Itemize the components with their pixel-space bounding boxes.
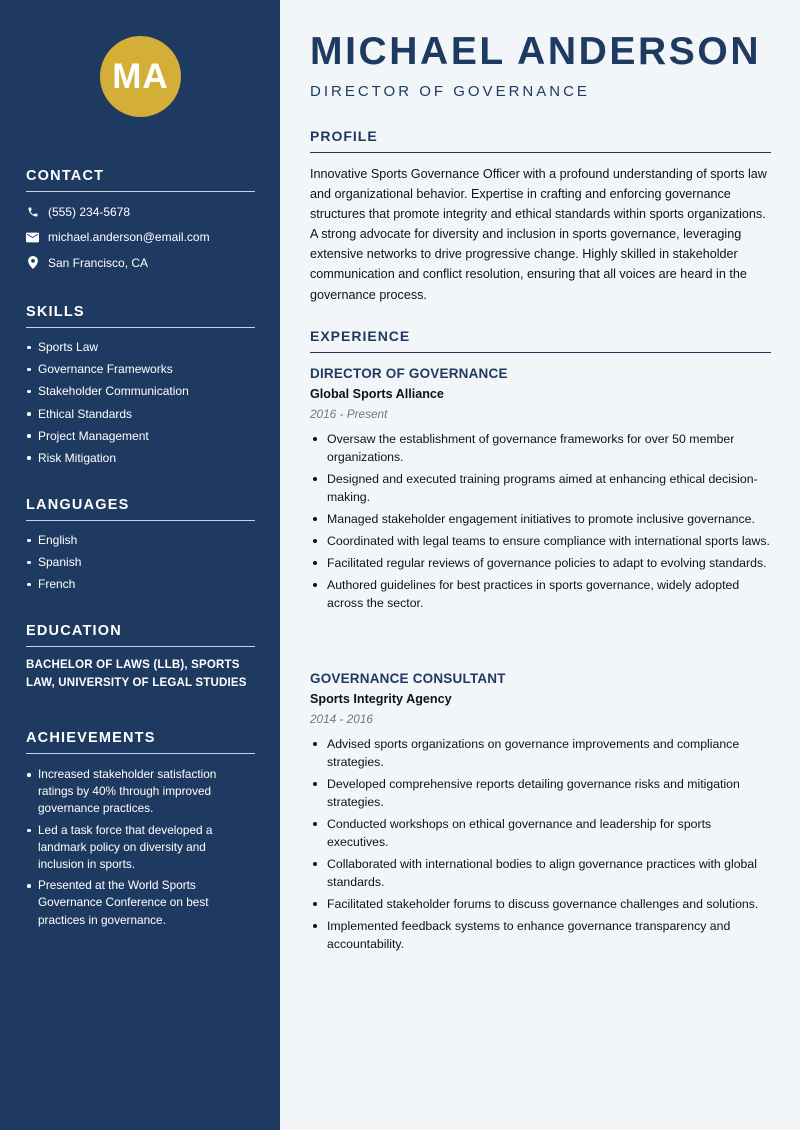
job-bullet: Managed stakeholder engagement initiatives to promote inclusive governance. — [310, 510, 771, 528]
skill-item: Governance Frameworks — [26, 358, 255, 380]
skill-item: Ethical Standards — [26, 403, 255, 425]
language-item: Spanish — [26, 551, 255, 573]
phone-icon — [26, 205, 39, 218]
contact-email[interactable] — [26, 225, 255, 251]
job-bullet: Oversaw the establishment of governance frameworks for over 50 member organizations. — [310, 430, 771, 466]
location-pin-icon — [26, 256, 39, 269]
candidate-name: MICHAEL ANDERSON — [310, 30, 762, 73]
job-bullet: Coordinated with legal teams to ensure compliance with international sports laws. — [310, 532, 771, 550]
language-item: English — [26, 529, 255, 551]
job-company: Global Sports Alliance — [310, 387, 444, 401]
job-bullet: Advised sports organizations on governance improvements and compliance strategies. — [310, 735, 771, 771]
job-bullet: Authored guidelines for best practices in sports governance, widely adopted across the sector. — [310, 576, 771, 612]
languages-list — [26, 529, 255, 596]
achievements-heading: ACHIEVEMENTS — [26, 730, 255, 754]
education-section — [26, 623, 255, 692]
job-company: Sports Integrity Agency — [310, 692, 452, 706]
job-entry — [310, 671, 771, 957]
achievements-list — [26, 766, 255, 929]
candidate-title: DIRECTOR OF GOVERNANCE — [310, 83, 590, 100]
education-heading: EDUCATION — [26, 623, 255, 647]
skill-item: Stakeholder Communication — [26, 380, 255, 402]
job-bullet: Designed and executed training programs aimed at enhancing ethical decision-making. — [310, 470, 771, 506]
languages-heading: LANGUAGES — [26, 497, 255, 521]
contact-heading: CONTACT — [26, 168, 255, 192]
skill-item: Sports Law — [26, 336, 255, 358]
contact-section — [26, 168, 255, 276]
job-dates: 2016 - Present — [310, 407, 388, 421]
skills-section — [26, 304, 255, 469]
profile-summary: Innovative Sports Governance Officer with a profound understanding of sports law and organizational behavior. Expertise in crafting and enforcing governance structures that promote integrity and ethical standards within sports organizations. A strong advocate for diversity and inclusion in sports governance, leveraging extensive networks to drive progressive change. Highly skilled in stakeholder communication and conflict resolution, ensuring that all voices are heard in the governance process. — [310, 167, 767, 302]
job-bullet: Conducted workshops on ethical governance and leadership for sports executives. — [310, 815, 771, 851]
language-item: French — [26, 573, 255, 595]
profile-heading: PROFILE — [310, 128, 771, 153]
skill-item: Project Management — [26, 425, 255, 447]
skills-heading: SKILLS — [26, 304, 255, 328]
job-bullet: Collaborated with international bodies to align governance practices with global standards. — [310, 855, 771, 891]
sidebar — [0, 0, 280, 1130]
email-text: michael.anderson@email.com — [48, 230, 210, 245]
location-text: San Francisco, CA — [48, 255, 149, 270]
job-title: GOVERNANCE CONSULTANT — [310, 671, 506, 686]
achievement-item: Led a task force that developed a landmark policy on diversity and inclusion in sports. — [26, 822, 255, 874]
job-bullet: Facilitated stakeholder forums to discuss governance challenges and solutions. — [310, 895, 771, 913]
languages-section — [26, 497, 255, 596]
achievements-section — [26, 730, 255, 933]
contact-location — [26, 250, 255, 276]
job-entry — [310, 366, 771, 616]
email-icon — [26, 231, 39, 244]
job-bullet: Developed comprehensive reports detailing governance risks and mitigation strategies. — [310, 775, 771, 811]
experience-heading: EXPERIENCE — [310, 328, 771, 353]
job-title: DIRECTOR OF GOVERNANCE — [310, 366, 508, 381]
skills-list — [26, 336, 255, 469]
achievement-item: Increased stakeholder satisfaction ratings by 40% through improved governance practices. — [26, 766, 255, 818]
job-bullet: Implemented feedback systems to enhance governance transparency and accountability. — [310, 917, 771, 953]
job-dates: 2014 - 2016 — [310, 712, 373, 726]
job-bullets — [310, 735, 771, 953]
phone-text: (555) 234-5678 — [48, 204, 131, 219]
achievement-item: Presented at the World Sports Governance Conference on best practices in governance. — [26, 877, 255, 929]
education-degree: BACHELOR OF LAWS (LLB), SPORTS LAW, UNIVERSITY OF LEGAL STUDIES — [26, 659, 247, 689]
contact-phone[interactable] — [26, 199, 255, 225]
job-bullet: Facilitated regular reviews of governance policies to adapt to evolving standards. — [310, 554, 771, 572]
job-bullets — [310, 430, 771, 612]
skill-item: Risk Mitigation — [26, 447, 255, 469]
avatar: MA — [100, 36, 181, 117]
